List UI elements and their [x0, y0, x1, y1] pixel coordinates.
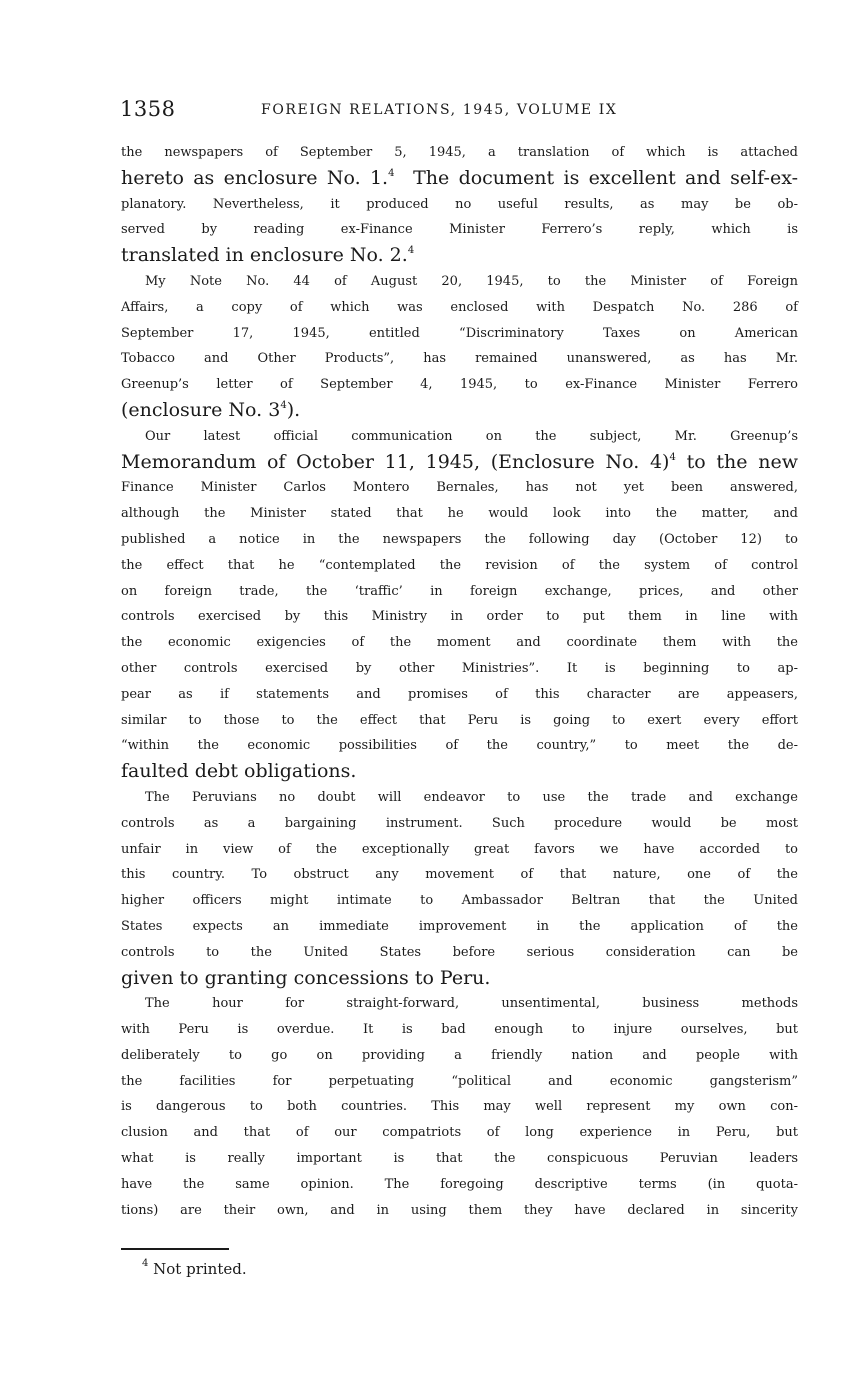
text-line: Memorandum of October 11, 1945, (Enclosure No. 4)$^4$ to the new — [121, 450, 798, 473]
text-line: published a notice in the newspapers the following day (October 12) to — [121, 531, 798, 547]
footnote-ref: 4 — [407, 245, 415, 257]
text-line: September 17, 1945, entitled “Discriminatory Taxes on American — [121, 325, 798, 341]
text-line: served by reading ex-Finance Minister Ferrero’s reply, which is — [121, 222, 798, 238]
footnote-divider — [121, 1248, 229, 1250]
text-line: controls to the United States before serious consideration can be — [121, 944, 798, 960]
text-line: translated in enclosure No. 2.$^4$ — [121, 244, 415, 267]
footnote-ref: 4 — [388, 167, 395, 179]
text-line: with Peru is overdue. It is bad enough to injure ourselves, but — [121, 1022, 798, 1038]
footnote-ref: 4 — [280, 399, 287, 411]
text-line: is dangerous to both countries. This may well represent my own con- — [121, 1099, 798, 1115]
text-line: tions) are their own, and in using them they have declared in sincerity — [121, 1202, 798, 1218]
text-line: Affairs, a copy of which was enclosed with Despatch No. 286 of — [121, 299, 798, 315]
paragraph-start: The Peruvians no doubt will endeavor to use the trade and exchange — [145, 789, 798, 805]
text-line: the newspapers of September 5, 1945, a translation of which is attached — [121, 145, 798, 160]
body-text — [121, 140, 798, 1223]
text-line: other controls exercised by other Ministries”. It is beginning to ap- — [121, 660, 798, 676]
footnote-text: Not printed. — [153, 1260, 247, 1278]
text-line: planatory. Nevertheless, it produced no useful results, as may be ob- — [121, 196, 798, 212]
text-line: the effect that he “contemplated the revision of the system of control — [121, 557, 798, 573]
text-line: higher officers might intimate to Ambassador Beltran that the United — [121, 893, 798, 909]
page-number: 1358 — [120, 97, 176, 121]
paragraph-start: My Note No. 44 of August 20, 1945, to the Minister of Foreign — [145, 273, 798, 289]
text-line: controls as a bargaining instrument. Such procedure would be most — [121, 815, 798, 831]
text-line: what is really important is that the conspicuous Peruvian leaders — [121, 1151, 798, 1167]
text-line: pear as if statements and promises of this character are appeasers, — [121, 686, 798, 702]
text-line: clusion and that of our compatriots of long experience in Peru, but — [121, 1125, 798, 1141]
paragraph-start: Our latest official communication on the subject, Mr. Greenup’s — [145, 428, 798, 444]
page-header — [120, 97, 798, 129]
text-line: deliberately to go on providing a friendly nation and people with — [121, 1047, 798, 1063]
text-line: (enclosure No. $3^4$). — [121, 398, 301, 421]
text-line: on foreign trade, the ‘traffic’ in foreign exchange, prices, and other — [121, 583, 798, 599]
text-line: this country. To obstruct any movement of that nature, one of the — [121, 867, 798, 883]
text-line: Tobacco and Other Products”, has remained unanswered, as has Mr. — [121, 351, 798, 367]
running-head: FOREIGN RELATIONS, 1945, VOLUME IX — [261, 102, 618, 118]
footnote-marker: 4 — [142, 1258, 149, 1269]
text-line: given to granting concessions to Peru. — [121, 966, 491, 989]
text-line: similar to those to the effect that Peru is going to exert every effort — [121, 712, 798, 728]
text-line: Finance Minister Carlos Montero Bernales, has not yet been answered, — [121, 480, 798, 496]
paragraph-start: The hour for straight-forward, unsentimental, business methods — [145, 996, 798, 1012]
text-line: the facilities for perpetuating “political and economic gangsterism” — [121, 1073, 798, 1089]
text-line: faulted debt obligations. — [121, 760, 357, 783]
text-line: the economic exigencies of the moment and coordinate them with the — [121, 635, 798, 651]
text-line: hereto as enclosure No. 1.$^4$ The document is excellent and self-ex- — [121, 166, 798, 189]
text-line: although the Minister stated that he would look into the matter, and — [121, 506, 798, 522]
text-line: States expects an immediate improvement in the application of the — [121, 918, 798, 934]
footnote — [142, 1260, 247, 1278]
footnote-ref: 4 — [669, 451, 676, 463]
text-line: controls exercised by this Ministry in order to put them in line with — [121, 609, 798, 625]
text-line: “within the economic possibilities of the country,” to meet the de- — [121, 738, 798, 754]
text-line: have the same opinion. The foregoing descriptive terms (in quota- — [121, 1176, 798, 1192]
text-line: unfair in view of the exceptionally great favors we have accorded to — [121, 841, 798, 857]
text-line: Greenup’s letter of September 4, 1945, to ex-Finance Minister Ferrero — [121, 377, 798, 393]
